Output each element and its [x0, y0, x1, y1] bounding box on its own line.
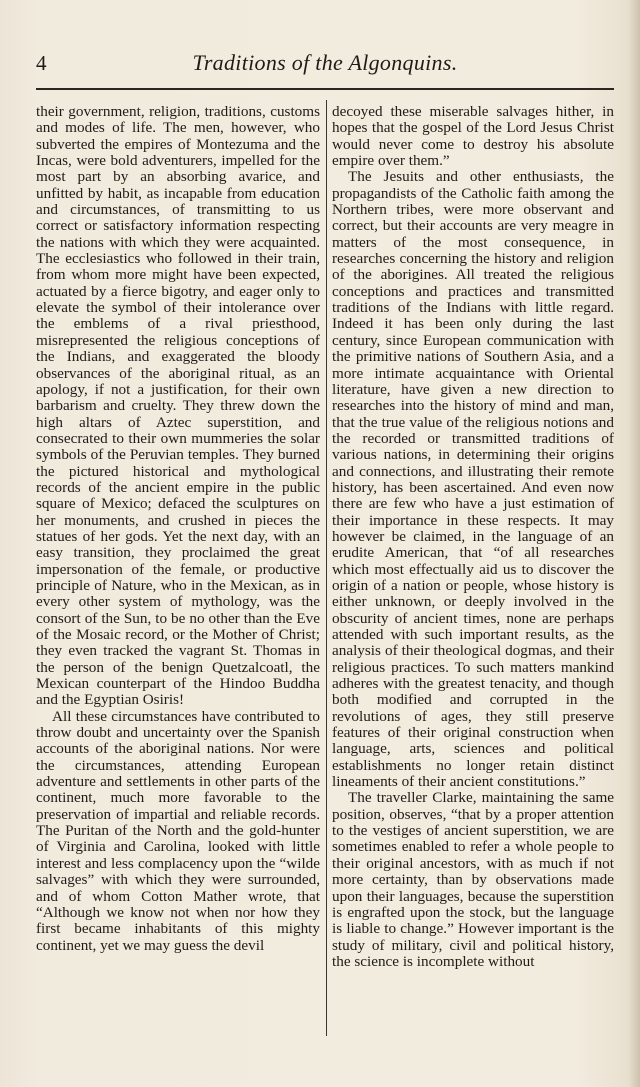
right-paragraph-2: The Jesuits and other enthusiasts, the propagandists of the Catholic faith among the Northern tribes, were more observant and correct, but their accounts are very meagre in matters of the most consequence, in researches concerning the history and religion of the aborigines. All treated the religious conceptions and practices and transmitted traditions of the Indians with little regard. Indeed it has been only during the last century, since European communication with the primitive nations of Southern Asia, and a more intimate acquaintance with Oriental literature, have given a new direction to researches into the history of mind and man, that the true value of the religious notions and the recorded or transmitted traditions of various nations, in determining their origins and connections, and illustrating their remote history, has been ascertained. And even now there are few who have a just estimation of their importance in these respects. It may however be claimed, in the language of an erudite American, that “of all researches which most effectually aid us to discover the origin of a nation or people, whose history is either unknown, or deeply involved in the obscurity of ancient times, none are perhaps attended with such important results, as the analysis of their theological dogmas, and their religious practices. To such matters mankind adheres with the greatest tenacity, and though both modified and corrupted in the revolutions of ages, they still preserve features of their original construction when language, arts, sciences and political establishments no longer retain distinct lineaments of their ancient constitutions.” — [332, 168, 614, 791]
right-paragraph-3: The traveller Clarke, maintaining the same position, observes, “that by a proper attention to the vestiges of ancient superstition, we are sometimes enabled to refer a whole people to their original ancestors, with as much if not more certainty, than by observations made upon their languages, because the superstition is engrafted upon the stock, but the language is liable to change.” However important is the study of military, civil and political history, the science is incomplete without — [332, 789, 614, 970]
right-column — [332, 104, 614, 970]
running-title: Traditions of the Algonquins. — [192, 50, 458, 75]
left-paragraph-1: their government, religion, traditions, customs and modes of life. The men, however, who subverted the empires of Montezuma and the Incas, were bold adventurers, impelled for the most part by an absorbing avarice, and unfitted by habit, as incapable from education and circumstances, of transmitting to us correct or satisfactory information respecting the nations with which they were acquainted. The ecclesiastics who followed in their train, from whom more might have been expected, actuated by a fierce bigotry, and eager only to elevate the symbol of their intolerance over the emblems of a rival priesthood, misrepresented the religious conceptions of the Indians, and exaggerated the bloody observances of the aboriginal ritual, as an apology, if not a justification, for their own barbarism and cruelty. They threw down the high altars of Aztec superstition, and consecrated to their own mummeries the solar symbols of the Peruvian temples. They burned the pictured historical and mythological records of the ancient empire in the public square of Mexico; defaced the sculptures on her monuments, and crushed in pieces the statues of her gods. Yet the next day, with an easy transition, they proclaimed the great impersonation of the female, or productive principle of Nature, who in the Mexican, as in every other system of mythology, was the consort of the Sun, to be no other than the Eve of the Mosaic record, or the Mother of Christ; they even tracked the vagrant St. Thomas in the person of the benign Quetzalcoatl, the Mexican counterpart of the Hindoo Buddha and the Egyptian Osiris! — [36, 103, 320, 709]
header-rule — [36, 88, 614, 90]
left-column — [36, 104, 320, 954]
page-header — [36, 50, 614, 78]
page-edge-shadow — [628, 0, 640, 1087]
page-number: 4 — [36, 51, 47, 75]
right-paragraph-1: decoyed these miserable salvages hither, in hopes that the gospel of the Lord Jesus Christ would never come to destroy his absolute empire over them.” — [332, 103, 614, 170]
left-paragraph-2: All these circumstances have contributed to throw doubt and uncertainty over the Spanish accounts of the aboriginal nations. Nor were the circumstances, attending European adventure and settlements in other parts of the continent, much more favorable to the preservation of impartial and reliable records. The Puritan of the North and the gold-hunter of Virginia and Carolina, looked with little interest and less complacency upon the “wilde salvages” with which they were surrounded, and of whom Cotton Mather wrote, that “Although we know not when nor how they first became inhabitants of this mighty continent, yet we may guess the devil — [36, 707, 320, 954]
column-divider — [326, 100, 327, 1036]
